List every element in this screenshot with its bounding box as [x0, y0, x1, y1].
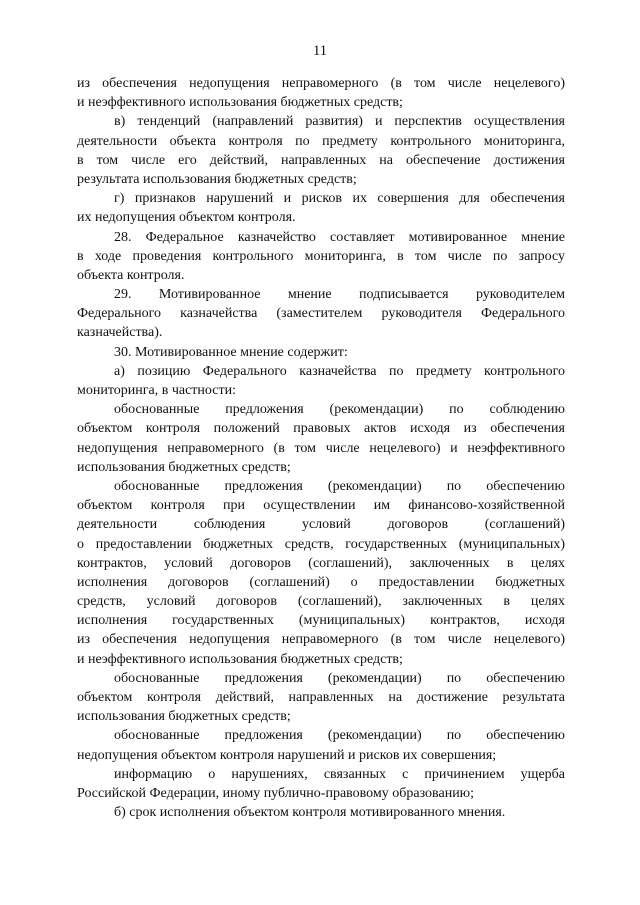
- text-line: казначейства).: [77, 325, 163, 341]
- text-line: недопущения объектом контроля нарушений и рисков их совершения;: [77, 747, 497, 763]
- text-line: контрактов, условий договоров (соглашений), заключенных в целях: [77, 555, 565, 571]
- text-line: обоснованные предложения (рекомендации) по обеспечению: [114, 670, 565, 686]
- text-line: информацию о нарушениях, связанных с причинением ущерба: [114, 766, 565, 782]
- text-line: 28. Федеральное казначейство составляет мотивированное мнение: [114, 229, 565, 245]
- text-line: г) признаков нарушений и рисков их совершения для обеспечения: [114, 191, 565, 207]
- text-line: исполнения государственных (муниципальных) контрактов, исходя: [77, 613, 565, 629]
- text-line: а) позицию Федерального казначейства по предмету контрольного: [114, 363, 565, 379]
- text-line: исполнения договоров (соглашений) о предоставлении бюджетных: [77, 574, 565, 590]
- text-line: объектом контроля действий, направленных на достижение результата: [77, 690, 565, 705]
- text-line: в том числе его действий, направленных на обеспечение достижения: [77, 152, 565, 168]
- page-number: 11: [313, 43, 327, 59]
- text-line: обоснованные предложения (рекомендации) по обеспечению: [114, 728, 565, 744]
- text-line: о предоставлении бюджетных средств, государственных (муниципальных): [77, 536, 565, 552]
- text-line: средств, условий договоров (соглашений), заключенных в целях: [77, 594, 565, 610]
- text-line: и неэффективного использования бюджетных средств;: [77, 651, 403, 667]
- text-line: Российской Федерации, иному публично-правовому образованию;: [77, 785, 475, 801]
- text-line: Федерального казначейства (заместителем руководителя Федерального: [77, 306, 565, 322]
- text-line: 30. Мотивированное мнение содержит:: [114, 344, 348, 360]
- text-line: обоснованные предложения (рекомендации) по обеспечению: [114, 478, 565, 494]
- document-body: [77, 74, 565, 822]
- text-line: в) тенденций (направлений развития) и перспектив осуществления: [114, 114, 565, 130]
- text-line: их недопущения объектом контроля.: [77, 210, 296, 226]
- text-line: из обеспечения недопущения неправомерного (в том числе нецелевого): [77, 632, 565, 648]
- text-line: обоснованные предложения (рекомендации) по соблюдению: [114, 402, 565, 418]
- text-line: деятельности соблюдения условий договоров (соглашений): [77, 517, 565, 533]
- text-line: б) срок исполнения объектом контроля мотивированного мнения.: [114, 805, 506, 821]
- text-line: мониторинга, в частности:: [77, 383, 236, 398]
- text-line: использования бюджетных средств;: [77, 709, 291, 725]
- text-line: использования бюджетных средств;: [77, 459, 291, 475]
- text-line: из обеспечения недопущения неправомерного (в том числе нецелевого): [77, 76, 565, 91]
- text-line: недопущения неправомерного (в том числе нецелевого) и неэффективного: [77, 440, 565, 456]
- text-line: и неэффективного использования бюджетных средств;: [77, 95, 403, 111]
- text-line: объекта контроля.: [77, 267, 185, 283]
- text-line: объектом контроля положений правовых актов исходя из обеспечения: [77, 421, 565, 437]
- text-line: деятельности объекта контроля по предмету контрольного мониторинга,: [77, 133, 565, 149]
- text-line: 29. Мотивированное мнение подписывается руководителем: [114, 287, 565, 303]
- text-line: объектом контроля при осуществлении им финансово-хозяйственной: [77, 498, 565, 514]
- text-line: результата использования бюджетных средств;: [77, 171, 357, 187]
- text-line: в ходе проведения контрольного мониторинга, в том числе по запросу: [77, 248, 565, 264]
